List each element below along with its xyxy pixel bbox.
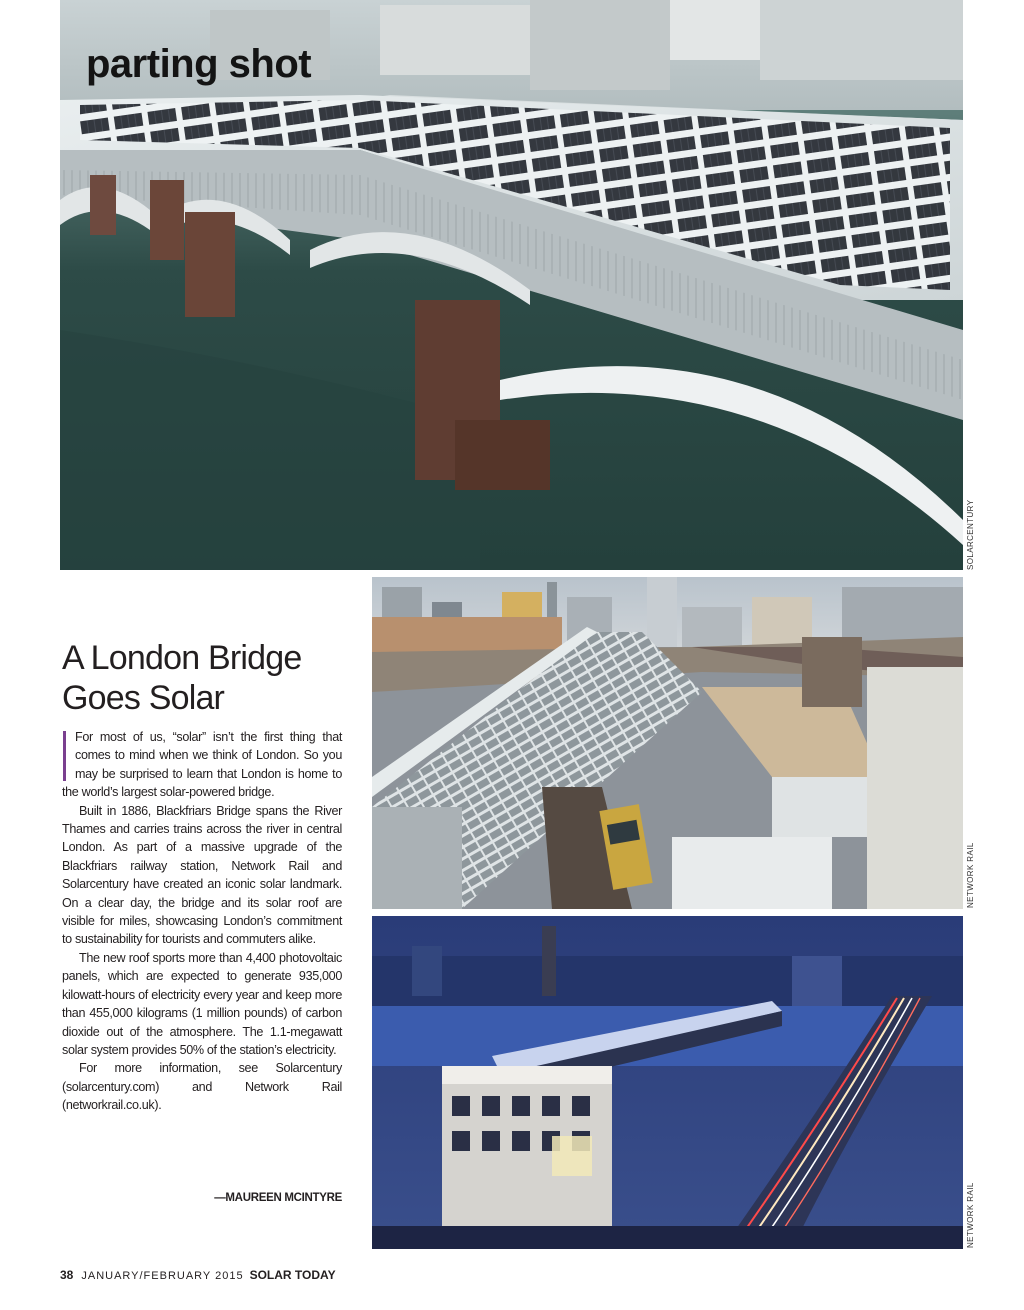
- article-paragraph: For more information, see Solarcentury (solarcentury.com) and Network Rail (networkrail.co.uk).: [62, 1061, 342, 1113]
- night-illustration: [372, 916, 963, 1249]
- section-title: parting shot: [86, 42, 312, 86]
- issue-date: JANUARY/FEBRUARY 2015: [81, 1270, 244, 1282]
- article-paragraph: [62, 728, 342, 802]
- article-body: [62, 728, 342, 1115]
- photo-credit-aerial: NETWORK RAIL: [966, 842, 975, 908]
- photo-credit-night: NETWORK RAIL: [966, 1182, 975, 1248]
- photo-aerial-station: [372, 577, 963, 909]
- paragraph-text: For most of us, “solar” isn’t the first thing that comes to mind when we think of London. So you may be surprised to learn that London is home to the world’s largest solar-powered bridge.: [62, 730, 342, 800]
- photo-night-bridge: [372, 916, 963, 1249]
- aerial-illustration: [372, 577, 963, 909]
- photo-credit-hero: SOLARCENTURY: [966, 499, 975, 570]
- magazine-name: SOLAR TODAY: [249, 1268, 336, 1282]
- article-headline: A London Bridge Goes Solar: [62, 639, 302, 717]
- byline: —MAUREEN MCINTYRE: [214, 1192, 342, 1204]
- article-paragraph: Built in 1886, Blackfriars Bridge spans the River Thames and carries trains across the river in central London. As part of a massive upgrade of the Blackfriars railway station, Network Rail and Solarcentury have created an iconic solar landmark. On a clear day, the bridge and its solar roof are visible for miles, showcasing London’s commitment to sustainability for tourists and commuters alike.: [62, 803, 342, 947]
- page-footer: [60, 1268, 336, 1284]
- article-paragraph: The new roof sports more than 4,400 photovoltaic panels, which are expected to generate 935,000 kilowatt-hours of electricity every year and keep more than 455,000 kilograms (1 million pounds) of carbon dioxide out of the atmosphere. The 1.1-megawatt solar system provides 50% of the station’s electricity.: [62, 950, 342, 1057]
- page-number: 38: [60, 1268, 74, 1282]
- dropcap-bar: [63, 731, 66, 781]
